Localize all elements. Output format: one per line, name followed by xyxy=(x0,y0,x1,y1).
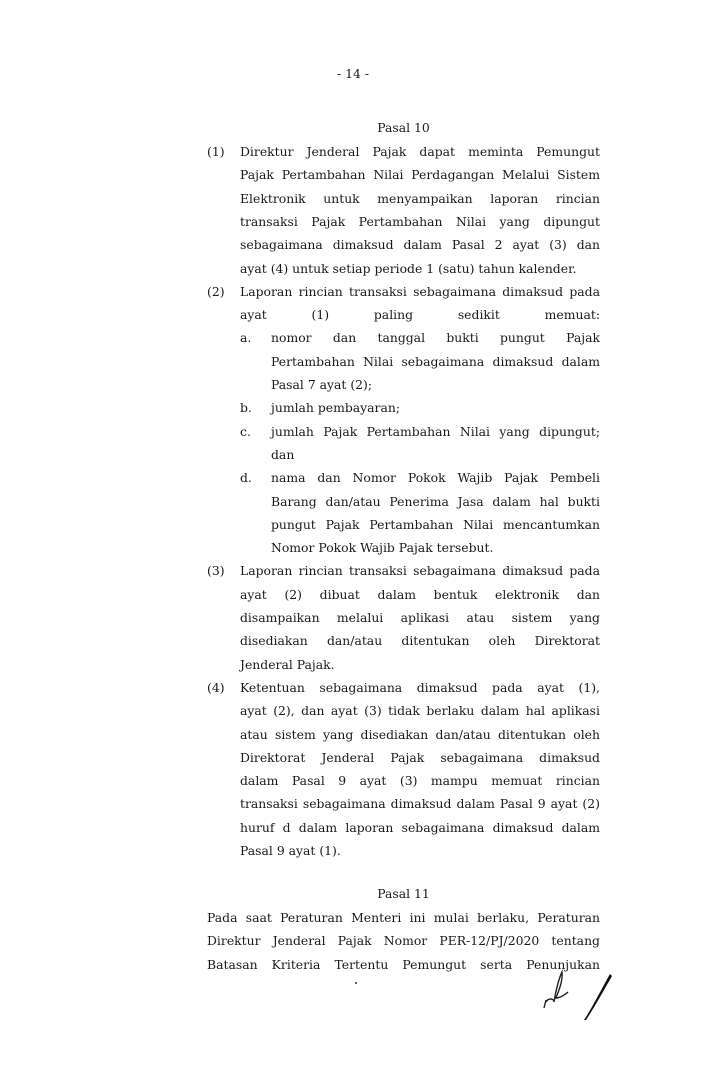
item-line: dan xyxy=(271,446,295,462)
paragraph-line: Ketentuan sebagaimana dimaksud pada ayat (1), xyxy=(240,679,600,695)
paragraph-line: transaksi Pajak Pertambahan Nilai yang dipungut xyxy=(240,213,600,229)
item-line: jumlah Pajak Pertambahan Nilai yang dipungut; xyxy=(271,423,600,439)
paragraph-line: Pajak Pertambahan Nilai Perdagangan Melalui Sistem xyxy=(240,167,600,183)
pasal-11-title: Pasal 11 xyxy=(377,886,430,901)
ayat-number: (4) xyxy=(207,679,225,695)
item-line: Nomor Pokok Wajib Pajak tersebut. xyxy=(271,540,494,556)
paragraph-line: Jenderal Pajak. xyxy=(240,656,335,672)
item-line: jumlah pembayaran; xyxy=(271,400,401,416)
item-letter: b. xyxy=(240,400,252,416)
paragraph-line: sebagaimana dimaksud dalam Pasal 2 ayat (3) dan xyxy=(240,237,600,253)
paragraph-line: transaksi sebagaimana dimaksud dalam Pasal 9 ayat (2) xyxy=(240,796,600,812)
paragraph-line: Laporan rincian transaksi sebagaimana dimaksud pada xyxy=(240,563,600,579)
paragraph-line: ayat (2) dibuat dalam bentuk elektronik dan xyxy=(240,586,600,602)
paragraph-line: ayat (1) paling sedikit memuat: xyxy=(240,307,600,323)
item-line: nomor dan tanggal bukti pungut Pajak xyxy=(271,330,600,346)
paragraph-line: disediakan dan/atau ditentukan oleh Direktorat xyxy=(240,633,600,649)
speck xyxy=(355,982,357,984)
item-line: Pasal 7 ayat (2); xyxy=(271,377,373,392)
ayat-number: (2) xyxy=(207,283,225,299)
ayat-number: (3) xyxy=(207,563,225,579)
paragraph-line: Direktur Jenderal Pajak Nomor PER-12/PJ/2020 tentang xyxy=(207,933,600,949)
item-letter: a. xyxy=(240,330,252,346)
paragraph-line: Elektronik untuk menyampaikan laporan rincian xyxy=(240,190,600,206)
item-letter: c. xyxy=(240,423,251,439)
paragraph-line: atau sistem yang disediakan dan/atau ditentukan oleh xyxy=(240,726,600,742)
paragraph-line: huruf d dalam laporan sebagaimana dimaksud dalam xyxy=(240,819,600,835)
pasal-10-title: Pasal 10 xyxy=(377,120,430,135)
paragraph-line: disampaikan melalui aplikasi atau sistem yang xyxy=(240,610,600,625)
paragraph-line: Direktorat Jenderal Pajak sebagaimana dimaksud xyxy=(240,749,600,765)
item-line: pungut Pajak Pertambahan Nilai mencantumkan xyxy=(271,516,600,532)
paragraph-line: Pada saat Peraturan Menteri ini mulai berlaku, Peraturan xyxy=(207,910,600,925)
ayat-number: (1) xyxy=(207,144,225,159)
paragraph-line: Batasan Kriteria Tertentu Pemungut serta Penunjukan xyxy=(207,956,600,972)
paragraph-line: Direktur Jenderal Pajak dapat meminta Pemungut xyxy=(240,144,600,159)
item-line: Pertambahan Nilai sebagaimana dimaksud dalam xyxy=(271,353,600,369)
initials-signature xyxy=(532,968,622,1028)
paragraph-line: ayat (2), dan ayat (3) tidak berlaku dalam hal aplikasi xyxy=(240,703,600,719)
item-line: nama dan Nomor Pokok Wajib Pajak Pembeli xyxy=(271,470,600,486)
page-number: - 14 - xyxy=(336,66,370,81)
paragraph-line: Laporan rincian transaksi sebagaimana dimaksud pada xyxy=(240,283,600,299)
item-letter: d. xyxy=(240,470,252,486)
paragraph-line: Pasal 9 ayat (1). xyxy=(240,843,341,858)
paragraph-line: dalam Pasal 9 ayat (3) mampu memuat rincian xyxy=(240,773,600,789)
item-line: Barang dan/atau Penerima Jasa dalam hal bukti xyxy=(271,493,600,509)
paragraph-line: ayat (4) untuk setiap periode 1 (satu) tahun kalender. xyxy=(240,260,577,276)
